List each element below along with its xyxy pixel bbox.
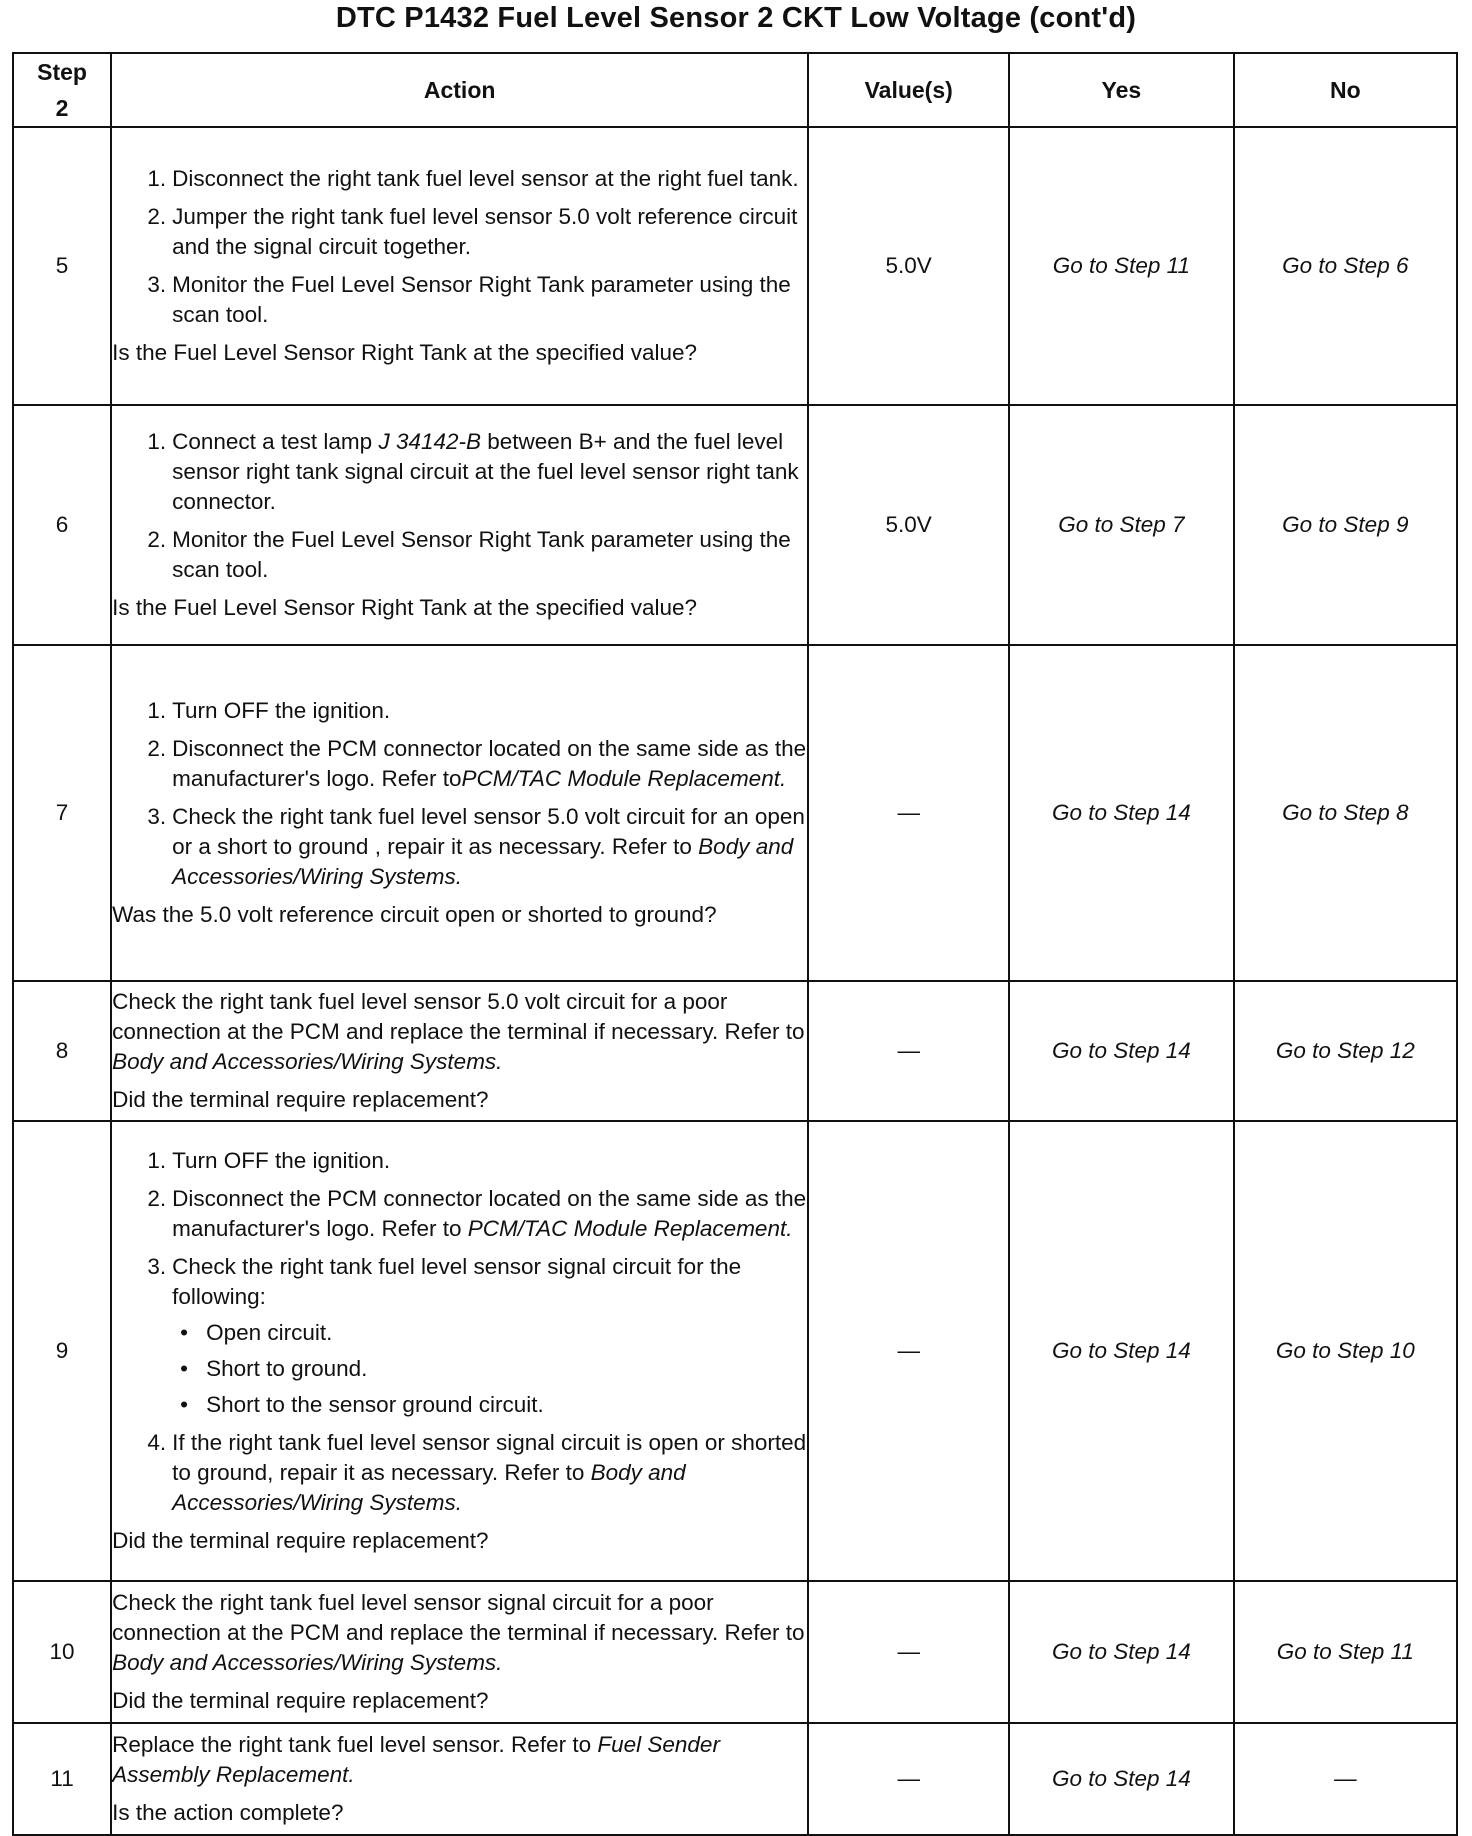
table-row: [13, 1581, 1457, 1723]
action-steps: [112, 696, 807, 892]
value-cell: —: [808, 1723, 1009, 1835]
action-question: Is the action complete?: [112, 1800, 344, 1825]
no-value: —: [1234, 1723, 1457, 1835]
action-step: 1. Connect a test lamp J 34142-B between B+ and the fuel level sensor right tank signal circuit at the fuel level sensor right tank connector.: [147, 429, 799, 514]
doc-reference[interactable]: Body and Accessories/Wiring Systems.: [112, 1650, 503, 1675]
action-step: 3. Check the right tank fuel level sensor 5.0 volt circuit for an open or a short to ground , repair it as necessary. Refer to Body and Accessories/Wiring Systems.: [147, 804, 805, 889]
value-cell: —: [808, 1581, 1009, 1723]
action-cell: [111, 1121, 808, 1581]
action-step: 2. Monitor the Fuel Level Sensor Right Tank parameter using the scan tool.: [147, 527, 791, 582]
no-link[interactable]: Go to Step 6: [1234, 127, 1457, 405]
yes-link[interactable]: Go to Step 14: [1009, 645, 1234, 981]
header-row: [13, 53, 1457, 127]
list-item: • Short to the sensor ground circuit.: [180, 1392, 544, 1417]
step-number: 6: [13, 405, 111, 645]
list-item: • Open circuit.: [180, 1320, 333, 1345]
action-step: 2. Jumper the right tank fuel level sensor 5.0 volt reference circuit and the signal circuit together.: [147, 204, 798, 259]
action-question: Did the terminal require replacement?: [112, 1688, 489, 1713]
header-step: [13, 53, 111, 127]
doc-reference[interactable]: Fuel Sender Assembly Replacement.: [112, 1732, 720, 1787]
table-row: [13, 405, 1457, 645]
step-number: 9: [13, 1121, 111, 1581]
action-question: Is the Fuel Level Sensor Right Tank at the specified value?: [112, 595, 698, 620]
doc-reference[interactable]: Body and Accessories/Wiring Systems.: [112, 1049, 503, 1074]
header-no: No: [1234, 53, 1457, 127]
action-cell: Replace the right tank fuel level sensor. Refer to Fuel Sender Assembly Replacement. Is the action complete?: [111, 1723, 808, 1835]
action-step: 2. Disconnect the PCM connector located on the same side as the manufacturer's logo. Refer toPCM/TAC Module Replacement.: [147, 736, 807, 791]
action-step: 4. If the right tank fuel level sensor signal circuit is open or shorted to ground, repair it as necessary. Refer to Body and Accessories/Wiring Systems.: [147, 1430, 807, 1515]
list-item: • Short to ground.: [180, 1356, 368, 1381]
check-list: [172, 1318, 807, 1420]
step-number: 5: [13, 127, 111, 405]
header-step-label: Step: [37, 59, 87, 85]
header-step-sub: 2: [55, 95, 69, 121]
value-cell: 5.0V: [808, 127, 1009, 405]
yes-link[interactable]: Go to Step 14: [1009, 1121, 1234, 1581]
action-step: 2. Disconnect the PCM connector located on the same side as the manufacturer's logo. Refer to PCM/TAC Module Replacement.: [147, 1186, 807, 1241]
step-number: 11: [13, 1723, 111, 1835]
doc-reference[interactable]: PCM/TAC Module Replacement.: [467, 1216, 793, 1241]
yes-link[interactable]: Go to Step 7: [1009, 405, 1234, 645]
table-row: [13, 645, 1457, 981]
no-link[interactable]: Go to Step 11: [1234, 1581, 1457, 1723]
action-steps: [112, 164, 807, 330]
table-row: [13, 1723, 1457, 1835]
step-number: 8: [13, 981, 111, 1121]
action-step: 3. Check the right tank fuel level sensor signal circuit for the following: • Open circuit. • Short to ground. • Short to the sensor ground circuit.: [152, 1252, 807, 1420]
action-cell: Check the right tank fuel level sensor signal circuit for a poor connection at the PCM and replace the terminal if necessary. Refer to Body and Accessories/Wiring Systems. Did the terminal require replacement?: [111, 1581, 808, 1723]
yes-link[interactable]: Go to Step 14: [1009, 1723, 1234, 1835]
action-cell: [111, 405, 808, 645]
tool-reference: J 34142-B: [378, 429, 482, 454]
action-step: 1. Turn OFF the ignition.: [147, 1148, 391, 1173]
doc-reference[interactable]: Body and Accessories/Wiring Systems.: [172, 834, 794, 889]
action-step: 1. Turn OFF the ignition.: [147, 698, 391, 723]
value-cell: —: [808, 645, 1009, 981]
yes-link[interactable]: Go to Step 14: [1009, 1581, 1234, 1723]
action-cell: [111, 645, 808, 981]
action-step: 3. Monitor the Fuel Level Sensor Right Tank parameter using the scan tool.: [147, 272, 791, 327]
yes-link[interactable]: Go to Step 14: [1009, 981, 1234, 1121]
doc-reference[interactable]: Body and Accessories/Wiring Systems.: [172, 1460, 686, 1515]
no-link[interactable]: Go to Step 9: [1234, 405, 1457, 645]
step-number: 7: [13, 645, 111, 981]
action-question: Did the terminal require replacement?: [112, 1087, 489, 1112]
no-link[interactable]: Go to Step 12: [1234, 981, 1457, 1121]
value-cell: —: [808, 1121, 1009, 1581]
action-question: Is the Fuel Level Sensor Right Tank at the specified value?: [112, 340, 698, 365]
header-action: Action: [111, 53, 808, 127]
page-title: DTC P1432 Fuel Level Sensor 2 CKT Low Voltage (cont'd): [335, 2, 1137, 34]
header-yes: Yes: [1009, 53, 1234, 127]
action-cell: [111, 127, 808, 405]
action-step: 1. Disconnect the right tank fuel level sensor at the right fuel tank.: [147, 166, 799, 191]
table-row: [13, 127, 1457, 405]
action-steps: [112, 1146, 807, 1518]
value-cell: —: [808, 981, 1009, 1121]
table-row: [13, 1121, 1457, 1581]
action-question: Was the 5.0 volt reference circuit open or shorted to ground?: [112, 902, 717, 927]
doc-reference[interactable]: PCM/TAC Module Replacement.: [461, 766, 787, 791]
action-steps: [112, 427, 807, 585]
step-number: 10: [13, 1581, 111, 1723]
no-link[interactable]: Go to Step 8: [1234, 645, 1457, 981]
header-values: Value(s): [808, 53, 1009, 127]
action-cell: Check the right tank fuel level sensor 5.0 volt circuit for a poor connection at the PCM and replace the terminal if necessary. Refer to Body and Accessories/Wiring Systems. Did the terminal require replacement?: [111, 981, 808, 1121]
diagnostic-table: [12, 52, 1458, 1836]
yes-link[interactable]: Go to Step 11: [1009, 127, 1234, 405]
table-row: [13, 981, 1457, 1121]
value-cell: 5.0V: [808, 405, 1009, 645]
action-question: Did the terminal require replacement?: [112, 1528, 489, 1553]
no-link[interactable]: Go to Step 10: [1234, 1121, 1457, 1581]
